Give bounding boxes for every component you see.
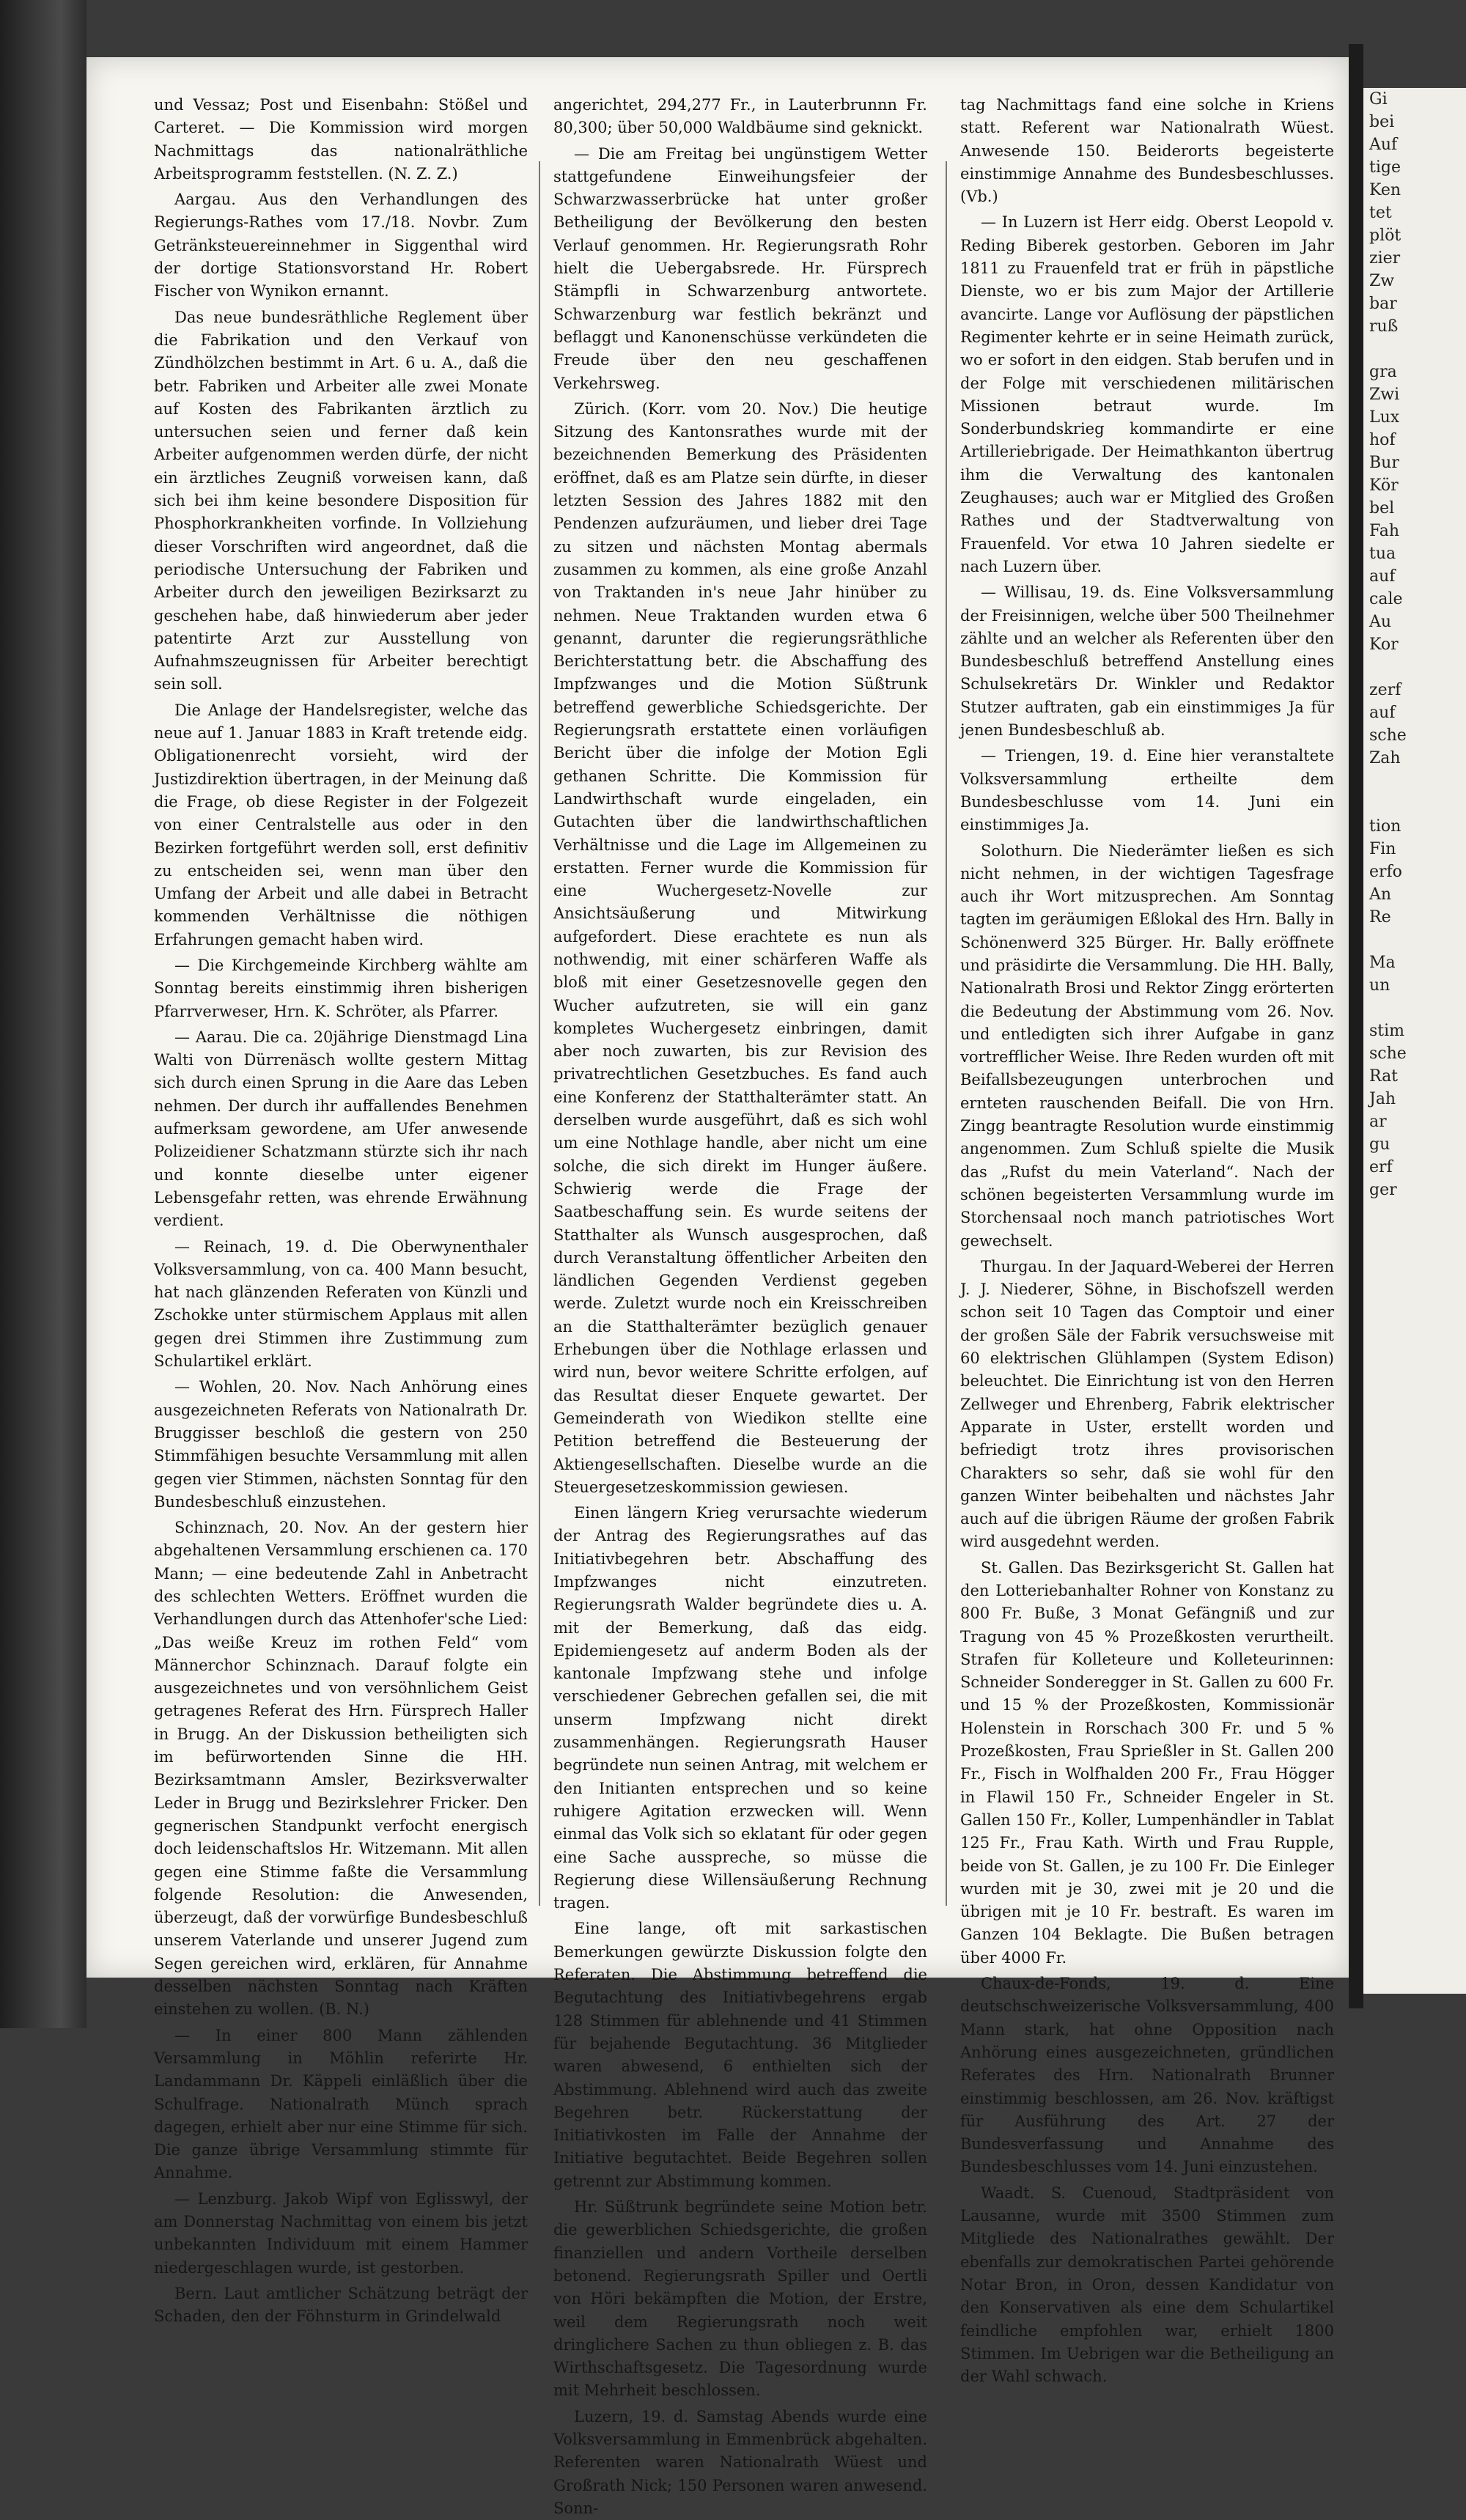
next-page-fragment: Jah bbox=[1369, 1090, 1396, 1108]
next-page-fragment: Re bbox=[1369, 908, 1391, 926]
next-page-fragment: Auf bbox=[1369, 136, 1398, 154]
next-page-fragment: Kor bbox=[1369, 635, 1399, 654]
next-page-fragment bbox=[1363, 929, 1466, 951]
next-page-fragment: cale bbox=[1369, 590, 1403, 608]
paragraph: Bern. Laut amtlicher Schätzung beträgt der Schaden, den der Föhnsturm in Grindelwald bbox=[154, 2284, 528, 2326]
next-page-fragment: un bbox=[1369, 976, 1391, 995]
paragraph: angerichtet, 294,277 Fr., in Lauterbrunnn Fr. 80,300; über 50,000 Waldbäume sind geknickt. bbox=[553, 96, 927, 137]
next-page-fragment: Ken bbox=[1369, 181, 1401, 199]
next-page-fragment: Zah bbox=[1369, 749, 1401, 767]
paragraph: — In Luzern ist Herr eidg. Oberst Leopold v. Reding Biberek gestorben. Geboren im Jahr 1811 zu Frauenfeld trat er früh in päpstliche Dienste, wo er bis zum Major der Artillerie avancirte. Lange vor Auflösung der päpstlichen Regimenter kehrte er in seine Heimath zurück, wo er sofort in den eidgen. Stab berufen und in der Folge mit verschiedenen militärischen Missionen betraut wurde. Im Sonderbundskrieg kommandirte er eine Artilleriebrigade. Der Heimathkanton übertrug ihm die Verwaltung des kantonalen Zeughauses; auch war er Mitglied des Großen Rathes und der Stadtverwaltung von Frauenfeld. Vor etwa 10 Jahren siedelte er nach Luzern über. bbox=[960, 213, 1334, 575]
next-page-fragment: Fin bbox=[1369, 840, 1396, 858]
next-page-fragment: bel bbox=[1369, 499, 1395, 517]
next-page-fragment: ar bbox=[1369, 1113, 1387, 1131]
next-page-fragment: An bbox=[1369, 885, 1392, 904]
next-page-fragment: stim bbox=[1369, 1022, 1405, 1040]
paragraph: — Die Kirchgemeinde Kirchberg wählte am Sonntag bereits einstimmig ihren bisherigen Pfarrverweser, Hrn. K. Schröter, als Pfarrer. bbox=[154, 956, 528, 1020]
next-page-fragment: ger bbox=[1369, 1181, 1397, 1199]
paragraph: und Vessaz; Post und Eisenbahn: Stößel und Carteret. — Die Kommission wird morgen Nachmittags das nationalräthliche Arbeitsprogramm feststellen. (N. Z. Z.) bbox=[154, 96, 528, 183]
next-page-fragment: Kör bbox=[1369, 476, 1399, 495]
next-page-fragment: sche bbox=[1369, 1045, 1407, 1063]
next-page-fragment: Au bbox=[1369, 613, 1392, 631]
paragraph: — Willisau, 19. ds. Eine Volksversammlung der Freisinnigen, welche über 500 Theilnehmer zählte und an welcher als Referenten über den Bundesbeschluß betreffend Anstellung eines Schulsekretärs Dr. Winkler und Redaktor Stutzer auftraten, gab ein einstimmiges Ja für jenen Bundesbeschluß ab. bbox=[960, 583, 1334, 740]
column-divider bbox=[539, 161, 540, 1906]
column-divider bbox=[946, 161, 947, 1906]
next-page-fragment: tion bbox=[1369, 817, 1401, 836]
paragraph: Solothurn. Die Niederämter ließen es sich nicht nehmen, in der wichtigen Tagesfrage auch ihr Wort mitzusprechen. Am Sonntag tagten im geräumigen Eßlokal des Hrn. Bally in Schönenwerd 325 Bürger. Hr. Bally eröffnete und präsidirte die Versammlung. Die HH. Bally, Nationalrath Brosi und Rektor Zingg erörterten die Bedeutung der Abstimmung vom 26. Nov. und entledigten sich ihrer Aufgabe in ganz vortrefflicher Weise. Ihre Reden wurden oft mit Beifallsbezeugungen unterbrochen und ernteten rauschenden Beifall. Die von Hrn. Zingg beantragte Resolution wurde einstimmig angenommen. Zum Schluß spielte die Musik das „Rufst du mein Vaterland“. Nach der schönen begeisterten Versammlung wurde im Storchensaal noch manch patriotisches Wort gewechselt. bbox=[960, 841, 1334, 1250]
next-page-fragment: plöt bbox=[1369, 226, 1401, 245]
paragraph: Eine lange, oft mit sarkastischen Bemerkungen gewürzte Diskussion folgte den Referaten. Die Abstimmung betreffend die Begutachtung des Initiativbegehrens ergab 128 Stimmen für ablehnende und 41 Stimmen für bejahende Begutachtung. 36 Mitglieder waren abwesend, 6 enthielten sich der Abstimmung. Ablehnend wird auch das zweite Begehren betr. Rückerstattung der Initiativkosten im Falle der Annahme der Initiative begutachtet. Beide Begehren sollen getrennt zur Abstimmung kommen. bbox=[553, 1920, 927, 2190]
next-page-fragment: Zw bbox=[1369, 272, 1395, 290]
paragraph: Aargau. Aus den Verhandlungen des Regierungs-Rathes vom 17./18. Novbr. Zum Getränksteuereinnehmer in Siggenthal wird der dortige Stationsvorstand Hr. Robert Fischer von Wynikon ernannt. bbox=[154, 191, 528, 301]
next-page-fragment bbox=[1363, 997, 1466, 1020]
next-page-fragment: auf bbox=[1369, 704, 1396, 722]
paragraph: Schinznach, 20. Nov. An der gestern hier abgehaltenen Versammlung erschienen ca. 170 Mann; — eine bedeutende Zahl in Anbetracht des schlechten Wetters. Eröffnet wurden die Verhandlungen durch das Attenhofer'sche Lied: „Das weiße Kreuz im rothen Feld“ vom Männerchor Schinznach. Darauf folgte ein ausgezeichnetes und von versöhnlichem Geist getragenes Referat des Hrn. Fürsprech Haller in Brugg. An der Diskussion betheiligten sich im befürwortenden Sinne die HH. Bezirksamtmann Amsler, Bezirksverwalter Leder in Brugg und Bezirkslehrer Fricker. Den gegnerischen Standpunkt verfocht energisch doch leidenschaftslos Hr. Witzemann. Mit allen gegen eine Stimme faßte die Versammlung folgende Resolution: die Anwesenden, überzeugt, daß der vorwürfige Bundesbeschluß unserem Vaterlande und unserer Jugend zum Segen gereichen wird, erklären, für Annahme desselben nächsten Sonntag nach Kräften einstehen zu wollen. (B. N.) bbox=[154, 1519, 528, 2019]
paragraph: Das neue bundesräthliche Reglement über die Fabrikation und den Verkauf von Zündhölzchen bestimmt in Art. 6 u. A., daß die betr. Fabriken und Arbeiter alle zwei Monate auf Kosten des Fabrikanten ärztlich zu untersuchen seien und ferner daß kein Arbeiter aufgenommen werden dürfe, der nicht ein ärztliches Zeugniß vorweisen kann, daß sich bei ihm keine besondere Disposition für Phosphorkrankheiten vorfinde. In Vollziehung dieser Vorschriften wird angeordnet, daß die periodische Untersuchung der Fabriken und Arbeiter durch den jeweiligen Bezirksarzt zu geschehen habe, daß hinwiederum aber jeder patentirte Arzt zur Ausstellung von Aufnahmszeugnissen für Arbeiter berechtigt sein soll. bbox=[154, 308, 528, 693]
next-page-fragment: Lux bbox=[1369, 408, 1400, 427]
paragraph: — Triengen, 19. d. Eine hier veranstaltete Volksversammlung ertheilte dem Bundesbeschlusse vom 14. Juni ein einstimmiges Ja. bbox=[960, 747, 1334, 834]
next-page-fragment: erfo bbox=[1369, 863, 1402, 881]
next-page-edge bbox=[1363, 88, 1466, 1994]
next-page-fragment: tige bbox=[1369, 158, 1401, 177]
next-page-fragment: bar bbox=[1369, 295, 1397, 313]
paragraph: Hr. Süßtrunk begründete seine Motion betr. die gewerblichen Schiedsgerichte, die großen finanziellen und andern Vortheile derselben betonend. Regierungsrath Spiller und Oertli von Höri bekämpften die Motion, der Erstre, weil dem Regierungsrath noch weit dringlichere Sachen zu thun obliegen z. B. das Wirthschaftsgesetz. Die Tagesordnung wurde mit Mehrheit beschlossen. bbox=[553, 2198, 927, 2400]
paragraph: Chaux-de-Fonds, 19. d. Eine deutschschweizerische Volksversammlung, 400 Mann stark, hat ohne Opposition nach Anhörung eines ausgezeichneten, gründlichen Referates des Hrn. Nationalrath Brunner einstimmig beschlossen, am 26. Nov. kräftigst für Ausführung des Art. 27 der Bundesverfassung und Annahme des Bundesbeschlusses vom 14. Juni einzustehen. bbox=[960, 1975, 1334, 2176]
text-column-2 bbox=[553, 94, 927, 2517]
next-page-fragment: zerf bbox=[1369, 681, 1401, 699]
paragraph: Thurgau. In der Jaquard-Weberei der Herren J. J. Niederer, Söhne, in Bischofszell werden schon seit 10 Tagen das Comptoir und einer der großen Säle der Fabrik versuchsweise mit 60 elektrischen Glühlampen (System Edison) beleuchtet. Die Einrichtung ist von den Herren Zellweger und Ehrenberg, Fabrik elektrischer Apparate in Uster, erstellt worden und befriedigt trotz ihres provisorischen Charakters so sehr, daß sie wohl für den ganzen Winter beibehalten und nächstes Jahr auch auf die übrigen Räume der großen Fabrik wird ausgedehnt werden. bbox=[960, 1257, 1334, 1551]
next-page-fragment: erf bbox=[1369, 1158, 1393, 1176]
next-page-fragment: gra bbox=[1369, 363, 1397, 381]
paragraph: — Aarau. Die ca. 20jährige Dienstmagd Lina Walti von Dürrenäsch wollte gestern Mittag sich durch einen Sprung in die Aare das Leben nehmen. Der durch ihr auffallendes Benehmen aufmerksam gewordene, am Ufer anwesende Polizeidiener Schatzmann stürzte sich ihr nach und konnte dieselbe unter eigener Lebensgefahr retten, was ehrende Erwähnung verdient. bbox=[154, 1028, 528, 1230]
paragraph: Zürich. (Korr. vom 20. Nov.) Die heutige Sitzung des Kantonsrathes wurde mit der bezeichnenden Bemerkung des Präsidenten eröffnet, daß es am Platze sein dürfte, in dieser letzten Session des Jahres 1882 mit den Pendenzen aufzuräumen, und lieber drei Tage zu sitzen und nächsten Montag abermals zusammen zu kommen, als eine große Anzahl von Traktanden in's neue Jahr hinüber zu nehmen. Neue Traktanden wurden etwa 6 genannt, darunter die regierungsräthliche Berichterstattung betr. die Abschaffung des Impfzwanges und die Motion Süßtrunk betreffend gewerbliche Schiedsgerichte. Der Regierungsrath erstattete einen vorläufigen Bericht über die infolge der Motion Egli gethanen Schritte. Die Kommission für Landwirthschaft wurde eingeladen, ein Gutachten über die landwirthschaftlichen Verhältnisse und die Lage im Allgemeinen zu erstatten. Ferner wurde die Kommission für eine Wuchergesetz-Novelle zur Ansichtsäußerung und Mitwirkung aufgefordert. Diese erachtete es nun als nothwendig, mit einer schärferen Waffe als bloß mit einer Gesetzesnovelle gegen den Wucher aufzutreten, sie will ein ganz kompletes Wuchergesetz einbringen, damit aber noch zuwarten, bis zur Revision des privatrechtlichen Gesetzbuches. Es fand auch eine Konferenz der Statthalterämter statt. An derselben wurde ausgeführt, daß es sich wohl um eine Nothlage handle, aber nicht um eine solche, die sich direkt im Hunger äußere. Schwierig werde die Frage der Saatbeschaffung sein. Es wurde seitens der Statthalter als Wunsch ausgesprochen, daß durch Veranstaltung öffentlicher Arbeiten den ländlichen Gegenden Verdienst gegeben werde. Zuletzt wurde noch ein Kreisschreiben an die Statthalterämter bezüglich genauer Erhebungen über die Nothlage erlassen und wird nun, bevor weitere Schritte erfolgen, auf das Resultat dieser Enquete gewartet. Der Gemeinderath von Wiedikon stellte eine Petition betreffend die Besteuerung der Aktiengesellschaften. Dieselbe wurde an die Steuergesetzeskommission gewiesen. bbox=[553, 399, 927, 1496]
paragraph: St. Gallen. Das Bezirksgericht St. Gallen hat den Lotteriebanhalter Rohner von Konstanz zu 800 Fr. Buße, 3 Monat Gefängniß und zur Tragung von 45 % Prozeßkosten verurtheilt. Strafen für Kolleteure und Kolleteurinnen: Schneider Sonderegger in St. Gallen zu 600 Fr. und 15 % der Prozeßkosten, Kommissionär Holenstein in Rorschach 300 Fr. und 5 % Prozeßkosten, Frau Sprießler in St. Gallen 200 Fr., Fisch in Wolfhalden 200 Fr., Frau Högger in Flawil 150 Fr., Schneider Engeler in St. Gallen 150 Fr., Koller, Lumpenhändler in Tablat 125 Fr., Frau Kath. Wirth und Frau Rupple, beide von St. Gallen, je zu 100 Fr. Die Einleger wurden mit je 30, zwei mit je 20 und die übrigen mit je 10 Fr. bestraft. Es waren im Ganzen 104 Beklagte. Die Bußen betragen über 4000 Fr. bbox=[960, 1558, 1334, 1967]
next-page-fragment: bei bbox=[1369, 113, 1395, 131]
paragraph: — Wohlen, 20. Nov. Nach Anhörung eines ausgezeichneten Referats von Nationalrath Dr. Bruggisser beschloß die gestern von 250 Stimmfähigen besuchte Versammlung mit allen gegen vier Stimmen, nächsten Sonntag für den Bundesbeschluß einzustehen. bbox=[154, 1378, 528, 1511]
paragraph: Einen längern Krieg verursachte wiederum der Antrag des Regierungsrathes auf das Initiativbegehren betr. Abschaffung des Impfzwanges nicht einzutreten. Regierungsrath Walder begründete dies u. A. mit der Bemerkung, daß das eidg. Epidemiengesetz auf anderm Boden als der kantonale Impfzwang stehe und infolge verschiedener Gebrechen gefallen sei, die mit unserm Impfzwang nicht direkt zusammenhängen. Regierungsrath Hauser begründete nun seinen Antrag, mit welchem er den Initianten entsprechen und so keine ruhigere Agitation erzwecken will. Wenn einmal das Volk sich so eklatant für oder gegen eine Sache ausspreche, so müsse die Regierung diese Willensäußerung Rechnung tragen. bbox=[553, 1504, 927, 1912]
paragraph: Die Anlage der Handelsregister, welche das neue auf 1. Januar 1883 in Kraft tretende eidg. Obligationenrecht vorsieht, wird der Justizdirektion übertragen, in der Meinung daß die Frage, ob diese Register in der Folgezeit von einer Centralstelle aus oder in den Bezirken fortgeführt werden soll, erst definitiv zu entscheiden sei, wenn man über den Umfang der Arbeit und alle dabei in Betracht kommenden Verhältnisse die nöthigen Erfahrungen gemacht haben wird. bbox=[154, 701, 528, 948]
next-page-fragment bbox=[1363, 338, 1466, 361]
next-page-fragment: Rat bbox=[1369, 1067, 1399, 1086]
paragraph: — Die am Freitag bei ungünstigem Wetter stattgefundene Einweihungsfeier der Schwarzwasserbrücke hat unter großer Betheiligung der Bevölkerung den besten Verlauf genommen. Hr. Regierungsrath Rohr hielt die Uebergabsrede. Hr. Fürsprech Stämpfli in Schwarzenburg antwortete. Schwarzenburg war festlich bekränzt und beflaggt und Kanonenschüsse verkündeten die Freude über den neu geschaffenen Verkehrsweg. bbox=[553, 144, 927, 392]
text-column-1 bbox=[154, 94, 528, 2326]
next-page-fragment: Ma bbox=[1369, 954, 1396, 972]
paragraph: Luzern, 19. d. Samstag Abends wurde eine Volksversammlung in Emmenbrück abgehalten. Referenten waren Nationalrath Wüest und Großrath Nick; 150 Personen waren anwesend. Sonn- bbox=[553, 2407, 927, 2517]
next-page-fragment bbox=[1363, 792, 1466, 815]
next-page-fragment: tua bbox=[1369, 545, 1396, 563]
next-page-fragment: gu bbox=[1369, 1135, 1391, 1154]
next-page-fragment: auf bbox=[1369, 567, 1396, 586]
next-page-fragment: ruß bbox=[1369, 317, 1399, 336]
next-page-fragment bbox=[1363, 656, 1466, 679]
text-column-3 bbox=[960, 94, 1334, 2386]
next-page-fragment: Gi bbox=[1369, 90, 1388, 108]
page-gutter bbox=[1349, 44, 1363, 2008]
paragraph: tag Nachmittags fand eine solche in Kriens statt. Referent war Nationalrath Wüest. Anwesende 150. Beiderorts begeisterte einstimmige Annahme des Bundesbeschlusses. (Vb.) bbox=[960, 96, 1334, 206]
scan-background-left bbox=[0, 0, 86, 2028]
paragraph: — Lenzburg. Jakob Wipf von Eglisswyl, der am Donnerstag Nachmittag von einem bis jetzt unbekannten Individuum mit einem Hammer niedergeschlagen wurde, ist gestorben. bbox=[154, 2189, 528, 2277]
next-page-fragment: hof bbox=[1369, 431, 1396, 449]
paragraph: Waadt. S. Cuenoud, Stadtpräsident von Lausanne, wurde mit 3500 Stimmen zum Mitgliede des Nationalrathes gewählt. Der ebenfalls zur demokratischen Partei gehörende Notar Bron, in Oron, dessen Kandidatur von den Konservativen als eine dem Schulartikel feindliche empfohlen war, erhielt 1800 Stimmen. Im Uebrigen war die Betheiligung an der Wahl schwach. bbox=[960, 2184, 1334, 2386]
next-page-fragment: Bur bbox=[1369, 454, 1399, 472]
next-page-fragment: sche bbox=[1369, 726, 1407, 745]
next-page-fragment bbox=[1363, 770, 1466, 792]
paragraph: — Reinach, 19. d. Die Oberwynenthaler Volksversammlung, von ca. 400 Mann besucht, hat nach glänzenden Referaten von Künzli und Zschokke unter stürmischem Applaus mit allen gegen drei Stimmen ihre Zustimmung zum Schulartikel erklärt. bbox=[154, 1237, 528, 1371]
next-page-fragment: Zwi bbox=[1369, 386, 1400, 404]
paragraph: — In einer 800 Mann zählenden Versammlung in Möhlin referirte Hr. Landammann Dr. Käppeli einläßlich über die Schulfrage. Nationalrath Münch sprach dagegen, erhielt aber nur eine Stimme für sich. Die ganze übrige Versammlung stimmte für Annahme. bbox=[154, 2026, 528, 2182]
next-page-fragment: tet bbox=[1369, 204, 1392, 222]
next-page-fragment: Fah bbox=[1369, 522, 1400, 540]
next-page-fragment: zier bbox=[1369, 249, 1401, 268]
